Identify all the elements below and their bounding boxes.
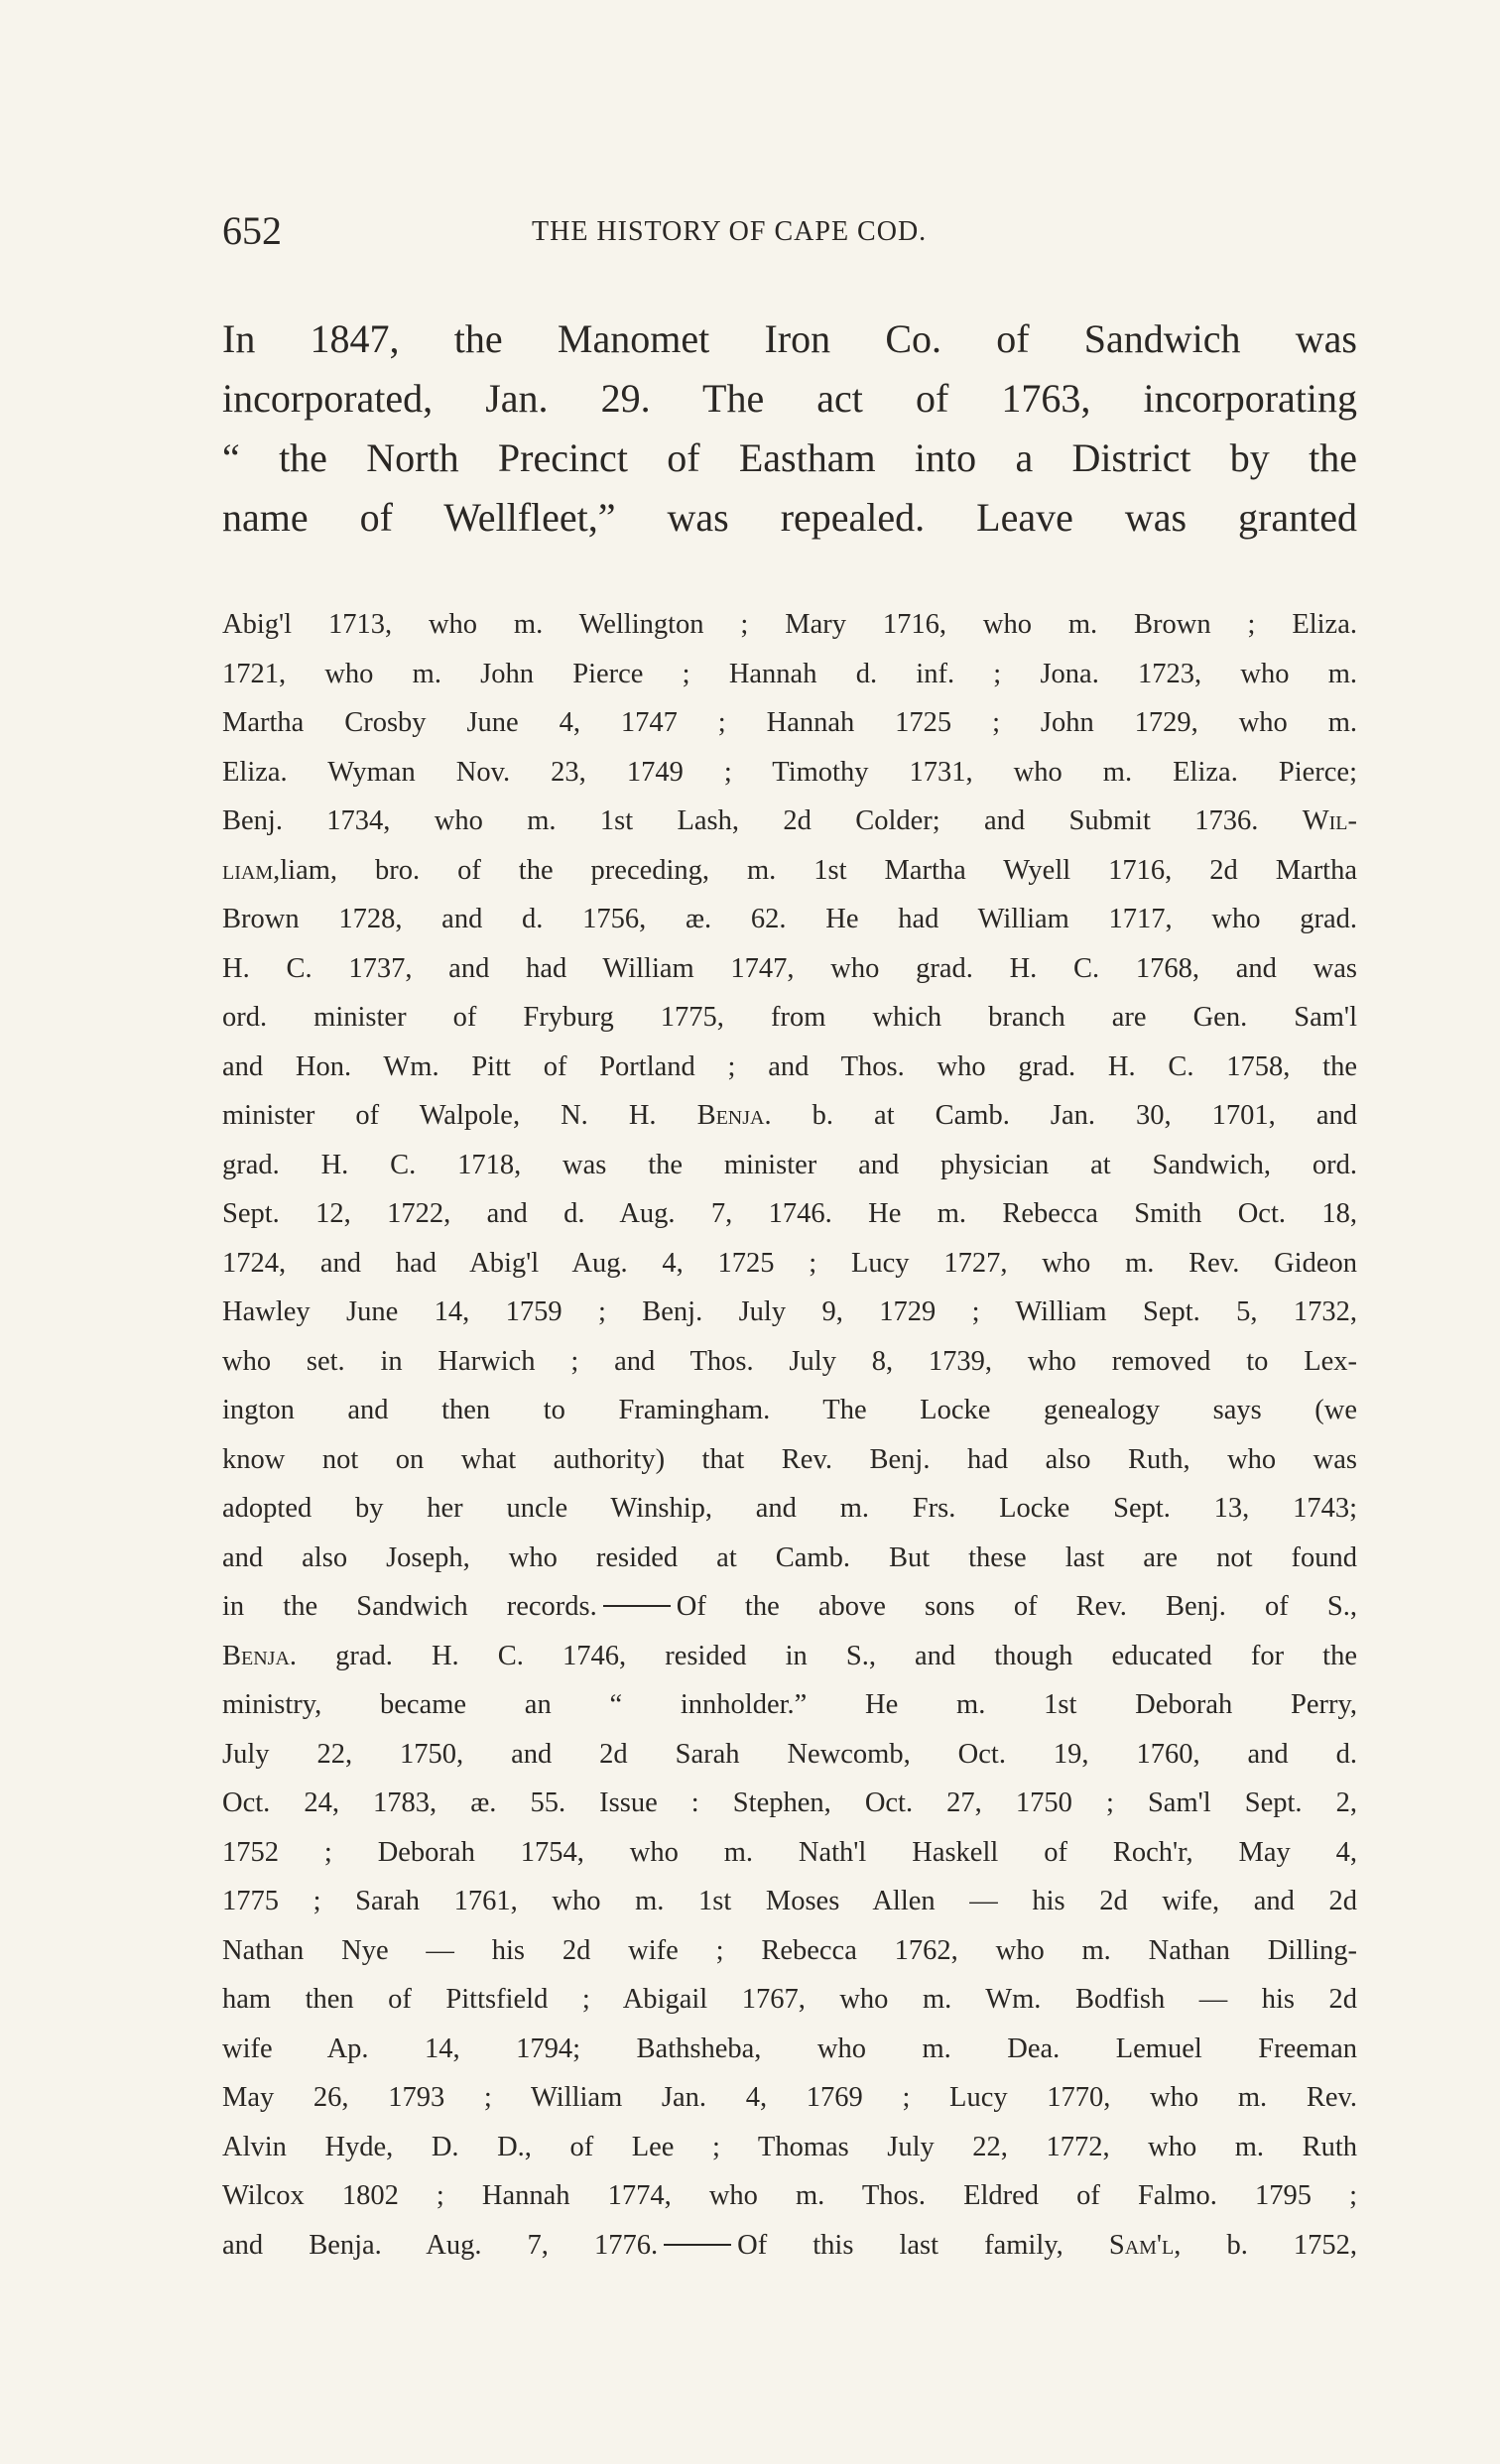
footnote-line xyxy=(222,1582,1357,1632)
footnote xyxy=(222,600,1357,2270)
footnote-line: Eliza. Wyman Nov. 23, 1749 ; Timothy 1731, who m. Eliza. Pierce; xyxy=(222,756,1357,788)
footnote-line xyxy=(222,1632,1357,1681)
footnote-text: liam, bro. of the preceding, m. 1st Martha Wyell 1716, 2d Martha xyxy=(280,854,1357,886)
main-text-line: name of Wellfleet,” was repealed. Leave was granted xyxy=(222,495,1357,540)
footnote-line: ministry, became an “ innholder.” He m. 1st Deborah Perry, xyxy=(222,1689,1357,1720)
name-small-caps: Benja. xyxy=(696,1100,772,1131)
running-title: THE HISTORY OF CAPE COD. xyxy=(532,216,928,247)
name-small-caps: Benja. xyxy=(222,1640,298,1671)
main-text-line: incorporated, Jan. 29. The act of 1763, incorporating xyxy=(222,376,1357,421)
running-head xyxy=(222,206,1357,256)
section-rule xyxy=(664,2244,731,2246)
footnote-line: Alvin Hyde, D. D., of Lee ; Thomas July 22, 1772, who m. Ruth xyxy=(222,2131,1357,2162)
footnote-line: grad. H. C. 1718, was the minister and physician at Sandwich, ord. xyxy=(222,1149,1357,1180)
footnote-line: know not on what authority) that Rev. Benj. had also Ruth, who was xyxy=(222,1443,1357,1475)
footnote-line: Brown 1728, and d. 1756, æ. 62. He had William 1717, who grad. xyxy=(222,904,1357,934)
footnote-text: in the Sandwich records. xyxy=(222,1591,597,1622)
footnote-line: Oct. 24, 1783, æ. 55. Issue : Stephen, Oct. 27, 1750 ; Sam'l Sept. 2, xyxy=(222,1787,1357,1818)
footnote-line: Nathan Nye — his 2d wife ; Rebecca 1762, who m. Nathan Dilling- xyxy=(222,1934,1357,1966)
footnote-line: 1724, and had Abig'l Aug. 4, 1725 ; Lucy 1727, who m. Rev. Gideon xyxy=(222,1247,1357,1279)
footnote-line: Hawley June 14, 1759 ; Benj. July 9, 1729 ; William Sept. 5, 1732, xyxy=(222,1296,1357,1327)
footnote-line: 1721, who m. John Pierce ; Hannah d. inf. ; Jona. 1723, who m. xyxy=(222,658,1357,689)
footnote-line: Sept. 12, 1722, and d. Aug. 7, 1746. He m. Rebecca Smith Oct. 18, xyxy=(222,1198,1357,1229)
main-text-line: In 1847, the Manomet Iron Co. of Sandwich was xyxy=(222,316,1357,361)
footnote-line: July 22, 1750, and 2d Sarah Newcomb, Oct. 19, 1760, and d. xyxy=(222,1738,1357,1770)
footnote-line: ord. minister of Fryburg 1775, from which branch are Gen. Sam'l xyxy=(222,1002,1357,1033)
footnote-text: Of this last family, xyxy=(737,2229,1063,2261)
name-small-caps: liam, xyxy=(222,854,281,886)
main-text xyxy=(222,309,1357,548)
footnote-text: and Benja. Aug. 7, 1776. xyxy=(222,2229,659,2261)
footnote-text: grad. H. C. 1746, resided in S., and though educated for the xyxy=(335,1640,1358,1671)
footnote-line xyxy=(222,1091,1357,1141)
main-text-line: “ the North Precinct of Eastham into a District by the xyxy=(222,435,1357,480)
footnote-line: ington and then to Framingham. The Locke genealogy says (we xyxy=(222,1395,1357,1425)
footnote-line xyxy=(222,846,1357,896)
name-small-caps: Wil- xyxy=(1302,805,1358,836)
footnote-line: and Hon. Wm. Pitt of Portland ; and Thos. who grad. H. C. 1758, the xyxy=(222,1050,1357,1082)
footnote-line xyxy=(222,797,1357,846)
footnote-line: Martha Crosby June 4, 1747 ; Hannah 1725 ; John 1729, who m. xyxy=(222,707,1357,738)
footnote-line: H. C. 1737, and had William 1747, who grad. H. C. 1768, and was xyxy=(222,952,1357,984)
footnote-line: May 26, 1793 ; William Jan. 4, 1769 ; Lucy 1770, who m. Rev. xyxy=(222,2082,1357,2113)
footnote-line: wife Ap. 14, 1794; Bathsheba, who m. Dea. Lemuel Freeman xyxy=(222,2033,1357,2064)
section-rule xyxy=(603,1605,671,1607)
footnote-line: 1775 ; Sarah 1761, who m. 1st Moses Allen — his 2d wife, and 2d xyxy=(222,1886,1357,1916)
footnote-text: minister of Walpole, N. H. xyxy=(222,1100,657,1131)
page-number: 652 xyxy=(222,208,282,253)
footnote-line xyxy=(222,2221,1357,2271)
footnote-text: Benj. 1734, who m. 1st Lash, 2d Colder; and Submit 1736. xyxy=(222,805,1259,836)
footnote-line: who set. in Harwich ; and Thos. July 8, 1739, who removed to Lex- xyxy=(222,1345,1357,1377)
footnote-line: ham then of Pittsfield ; Abigail 1767, who m. Wm. Bodfish — his 2d xyxy=(222,1984,1357,2015)
footnote-text: b. 1752, xyxy=(1226,2229,1358,2261)
footnote-text: b. at Camb. Jan. 30, 1701, and xyxy=(812,1100,1357,1131)
name-small-caps: Sam'l, xyxy=(1108,2229,1182,2261)
footnote-line: Wilcox 1802 ; Hannah 1774, who m. Thos. Eldred of Falmo. 1795 ; xyxy=(222,2180,1357,2211)
footnote-line: Abig'l 1713, who m. Wellington ; Mary 1716, who m. Brown ; Eliza. xyxy=(222,609,1357,640)
footnote-text: Of the above sons of Rev. Benj. of S., xyxy=(676,1591,1357,1622)
footnote-line: 1752 ; Deborah 1754, who m. Nath'l Haskell of Roch'r, May 4, xyxy=(222,1836,1357,1868)
footnote-line: adopted by her uncle Winship, and m. Frs. Locke Sept. 13, 1743; xyxy=(222,1493,1357,1524)
footnote-line: and also Joseph, who resided at Camb. But these last are not found xyxy=(222,1541,1357,1573)
